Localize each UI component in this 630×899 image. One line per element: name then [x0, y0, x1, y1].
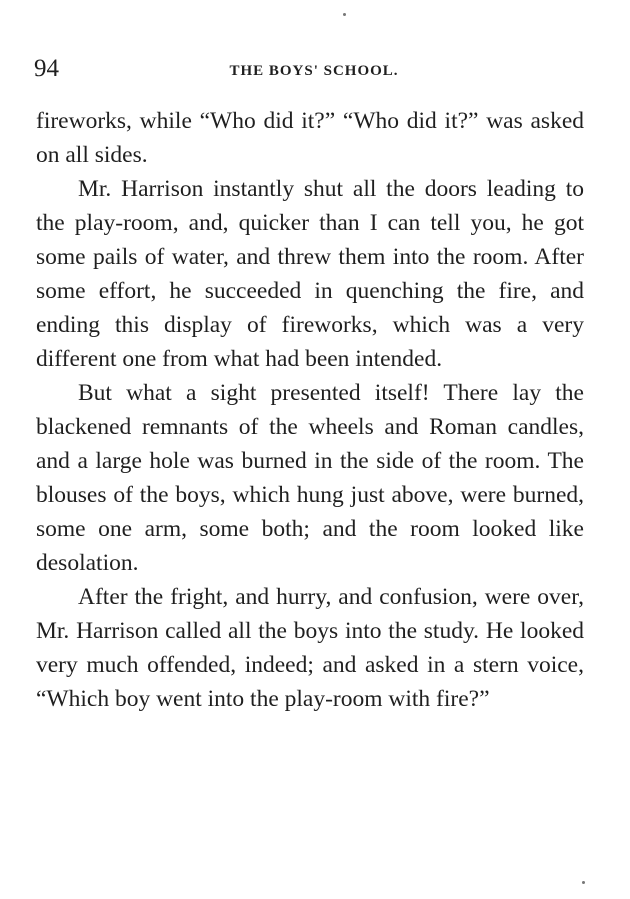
page-header [34, 54, 586, 84]
paragraph: fireworks, while “Who did it?” “Who did it?” was asked on all sides. [36, 108, 584, 168]
paper-speck [343, 13, 346, 16]
paper-speck [582, 881, 585, 884]
paragraph: After the fright, and hurry, and confusion, were over, Mr. Harrison called all the boys into the study. He looked very much offended, indeed; and asked in a stern voice, “Which boy went into the play-room with fire?” [36, 584, 584, 712]
paragraph: But what a sight presented itself! There lay the blackened remnants of the wheels and Roman candles, and a large hole was burned in the side of the room. The blouses of the boys, which hung just above, were burned, some one arm, some both; and the room looked like desolation. [36, 380, 584, 576]
running-title: THE BOYS' SCHOOL. [229, 63, 399, 79]
body-text [36, 104, 584, 716]
paragraph: Mr. Harrison instantly shut all the doors leading to the play-room, and, quicker than I can tell you, he got some pails of water, and threw them into the room. After some effort, he succeeded in quenching the fire, and ending this display of fireworks, which was a very different one from what had been intended. [36, 176, 584, 372]
page-number: 94 [34, 55, 59, 82]
